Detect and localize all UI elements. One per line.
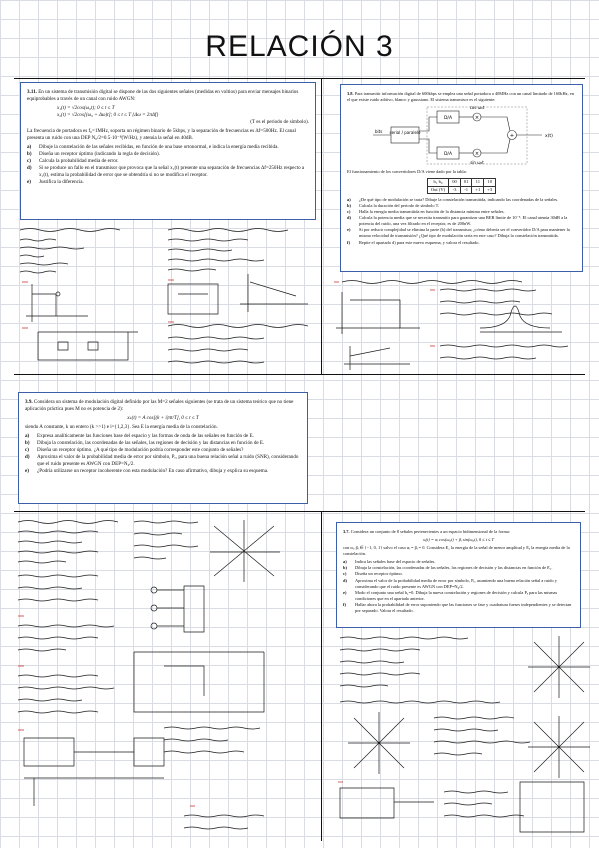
equation-xi: xᵢ(t) = αᵢ cos(ω₀t) + βᵢ sin(ω₀t), 0 ≤ t ≤ T — [423, 537, 494, 543]
item-e: e) Modo el conjunto una señal b₁=0. Dibuja la nueva constelación y regiones de decisión y calcula Pₑ para las mismas condiciones que en el apartado anterior. — [343, 589, 558, 601]
handwriting-column-right — [168, 229, 308, 364]
item-a: a) Expresa analíticamente las funciones base del espacio y las formas de onda de las señales en función de E. — [25, 433, 254, 440]
item-e: e) Justifica la diferencia. — [27, 179, 84, 186]
cos-carrier-label: cos ω₀t — [469, 105, 485, 111]
vertical-divider-top — [321, 78, 322, 374]
equation-x2: x₂(t) = √2cos[(ω₀ + Δω)t]; 0 ≤ t ≤ T {Δω = 2πΔf} — [57, 112, 159, 119]
item-b: b) Dibuja la constelación, las coordenadas de las señales, las regiones de decisión y las distancias en función de E. — [25, 440, 265, 447]
problem-number: 3.9. — [25, 399, 33, 405]
problem-3-9-card — [18, 392, 308, 504]
handwriting-column-left — [20, 229, 138, 361]
handwritten-notes-3-11 — [18, 224, 318, 370]
problem-number: 3.7. — [343, 529, 350, 534]
dac-top-label: D/A — [443, 116, 453, 122]
equation-note: (T es el periodo de símbolo). — [250, 119, 309, 126]
problem-body: siendo A constante, k un entero (k >>1) e i={1,2,3}. Sea E la energía media de la constelación. — [25, 424, 218, 431]
bits-label: bits — [375, 129, 383, 135]
handwritten-notes-3-7 — [334, 632, 592, 842]
problem-3-8-card — [340, 84, 583, 272]
transmitter-block-diagram — [347, 105, 576, 165]
red-annotations — [22, 280, 174, 328]
item-a: a) ¿De qué tipo de modulación se trata? Dibuje la constelación transmitida, indicando las coordenadas de la señales. — [347, 196, 559, 202]
item-a: a) Dibuje la constelación de las señales recibidas, en función de una base ortonormal, e indica la energía media recibida. — [27, 144, 279, 151]
equation-xk: xₖ(t) = A cos[(k + i)πt/T], 0 ≤ t ≤ T — [127, 415, 199, 422]
item-d: d) Si se produce un fallo en el transmisor que provoca que la señal x₁(t) presente una separación de frecuencias Δf=250Hz respecto a x₁(t), estima la probabilidad de error que se obtendría si no se modifica el receptor. — [27, 165, 305, 179]
output-label: x(t) — [545, 134, 553, 140]
item-b: b) Dibuja la constelación, las coordenadas de las señales, las regiones de decisión y las distancias en función de E₁. — [343, 565, 553, 571]
table-row: b₁ b₀ 00 01 11 10 — [427, 179, 495, 186]
svg-text:×: × — [474, 115, 480, 122]
handwritten-notes-3-8 — [330, 276, 592, 372]
item-d: d) Aproxima el valor de la probabilidad media de error por símbolo, Pₑ, para una buena relación señal a ruido (SNR), considerando que el ruido presente es AWGN con DEP=N₀/2. — [25, 454, 299, 468]
item-f: f) Repite el apartado d) para este nuevo esquema, y valora el resultado. — [347, 239, 480, 245]
item-b: b) Calcula la duración del periodo de símbolo T. — [347, 203, 440, 209]
item-c: c) Calcula la probabilidad media de error. — [27, 158, 119, 165]
item-a: a) Indica las señales base del espacio de señales. — [343, 559, 436, 565]
dac-table — [427, 178, 496, 194]
equation-x1: x₁(t) = √2cos(ω₀t); 0 ≤ t ≤ T — [57, 105, 115, 112]
item-b: b) Diseña un receptor óptimo (indicando la regla de decisión). — [27, 151, 160, 158]
problem-intro: 3.9. Considera un sistema de modulación digital definido por las M=2 señales siguientes (se trata de un sistema teórico que no tiene aplicación práctica pues M no es potencia de 2): — [25, 399, 294, 413]
svg-text:+: + — [509, 133, 515, 140]
vertical-divider-bottom — [321, 511, 322, 841]
handwritten-notes-3-9 — [14, 516, 318, 842]
item-c: c) Diseña un receptor óptimo. ¿A qué tipo de modulación podría corresponder este conjunto de señales? — [25, 447, 244, 454]
item-d: d) Calcula la potencia media que se necesita transmitir para garantizar una BER límite de 10⁻⁵. El canal atenúa 30dB a la potencia del ruido, una vez filtrado en el receptor, es de 200nW. — [347, 215, 568, 227]
item-e: e) Si por reducir complejidad se elimina la parte (b) del transmisor, ¿cómo debería ser el convertidor D/A para mantener la misma velocidad de transmisión? ¿Qué tipo de modulación sería en este caso? Dibuja la constelación transmitida. — [347, 227, 570, 239]
item-c: c) Halla la energía media transmitida en función de la distancia mínima entre señales. — [347, 209, 505, 215]
item-d: d) Aproxima el valor de la probabilidad media de error por símbolo, Pₑ, asumiendo una buena relación señal a ruido y considerando que el ruido presente es AWGN con DEP=N₀/2. — [343, 577, 557, 589]
problem-intro: 3.7. Considera un conjunto de 8 señales pertenecientes a un espacio bidimensional de la forma: — [343, 529, 511, 534]
table-row: Out (V) -3 -1 +1 +3 — [427, 186, 495, 193]
problem-body: La frecuencia de portadora es f₀=1MHz, soporta un régimen binario de 5kbps, y la separación de frecuencias es Δf=500Hz. El canal presenta un ruido con una DEP N₀/2=0.5·10⁻⁸(W/Hz), y atenúa la señal en 40dB. — [27, 128, 296, 142]
serial-block-label: serial / paralelo — [389, 130, 421, 136]
item-e: e) ¿Podría utilizarse un receptor incoherente con esta modulación? En caso afirmativo, dibuja y explica su esquema. — [25, 468, 269, 475]
horizontal-divider-mid — [14, 374, 585, 375]
problem-3-7-card — [336, 522, 581, 628]
svg-text:×: × — [474, 151, 480, 158]
problem-intro: 3.8. Para transmitir información digital de 600kbps se emplea una señal portadora a 40MHz con un canal limitado de 160kHz, en el que existe ruido aditivo, blanco y gaussiano. El sistema transmisor es el siguiente: — [347, 91, 574, 103]
dac-bottom-label: D/A — [443, 152, 453, 158]
sin-carrier-label: sin ω₀t — [470, 160, 484, 166]
item-f: f) Hallar ahora la probabilidad de error suponiendo que las funciones se fase y cuadratura fueses independientes y se detectan por separado. Valora el resultado. — [343, 601, 572, 613]
problem-3-11-card — [20, 82, 316, 220]
page-title: RELACIÓN 3 — [205, 30, 394, 63]
problem-number: 3.11. — [27, 89, 37, 95]
item-c: c) Diseña un receptor óptimo. — [343, 571, 403, 577]
problem-intro: 3.11. En un sistema de transmisión digital se dispone de las dos siguientes señales (medidas en voltios) para enviar mensajes binarios equiprobables a través de un canal con ruido AWGN: — [27, 89, 299, 103]
problem-body: con αᵢ, βᵢ ∈ {−1, 0, 1} salvo el caso αᵢ = βᵢ = 0. Considera E₁ la energía de la señal de menor amplitud y Eₐ la energía media de la constelación. — [343, 545, 570, 557]
problem-number: 3.8. — [347, 91, 354, 96]
horizontal-divider-bottom — [14, 511, 585, 512]
horizontal-divider-top — [14, 78, 585, 79]
converter-note: El funcionamiento de los convertidores D/A viene dado por la tabla: — [347, 169, 467, 175]
